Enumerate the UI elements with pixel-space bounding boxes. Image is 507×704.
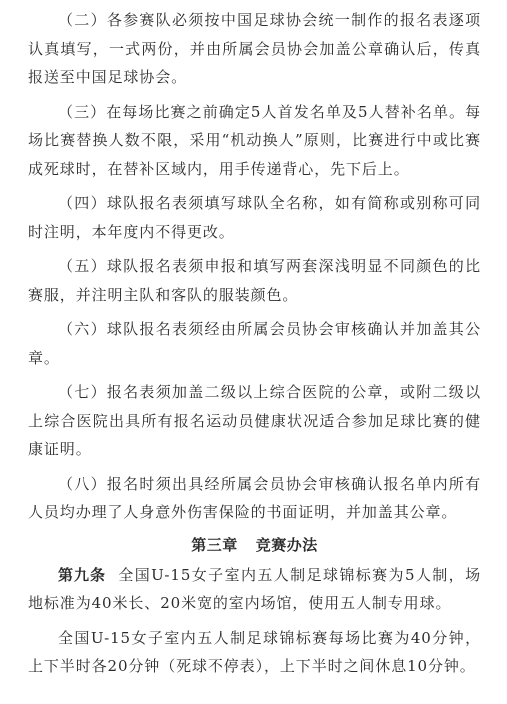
chapter-title: 竞赛办法 bbox=[255, 535, 318, 554]
clause-5: （五）球队报名表须申报和填写两套深浅明显不同颜色的比赛服，并注明主队和客队的服装颜色。 bbox=[28, 257, 481, 304]
clause-3: （三）在每场比赛之前确定5人首发名单及5人替补名单。每场比赛替换人数不限，采用“机动换人”原则，比赛进行中或比赛成死球时，在替补区域内，用手传递背心，先下后上。 bbox=[28, 102, 481, 178]
match-time-paragraph: 全国U-15女子室内五人制足球锦标赛每场比赛为40分钟，上下半时各20分钟（死球不停表），上下半时之间休息10分钟。 bbox=[28, 628, 481, 675]
clause-7: （七）报名表须加盖二级以上综合医院的公章，或附二级以上综合医院出具所有报名运动员健康状况适合参加足球比赛的健康证明。 bbox=[28, 383, 481, 458]
clause-6: （六）球队报名表须经由所属会员协会审核确认并加盖其公章。 bbox=[28, 320, 481, 367]
chapter-heading bbox=[28, 533, 481, 557]
article-9-text: 全国U-15女子室内五人制足球锦标赛为5人制，场地标准为40米长、20米宽的室内场馆，使用五人制专用球。 bbox=[28, 565, 481, 612]
article-9 bbox=[28, 561, 481, 618]
clause-2: （二）各参赛队必须按中国足球协会统一制作的报名表逐项认真填写，一式两份，并由所属会员协会加盖公章确认后，传真报送至中国足球协会。 bbox=[28, 11, 481, 86]
clause-8: （八）报名时须出具经所属会员协会审核确认报名单内所有人员均办理了人身意外伤害保险的书面证明，并加盖其公章。 bbox=[28, 474, 481, 521]
chapter-number: 第三章 bbox=[191, 535, 238, 554]
article-9-label: 第九条 bbox=[58, 565, 106, 584]
clause-4: （四）球队报名表须填写球队全名称，如有简称或别称可同时注明，本年度内不得更改。 bbox=[28, 194, 481, 241]
